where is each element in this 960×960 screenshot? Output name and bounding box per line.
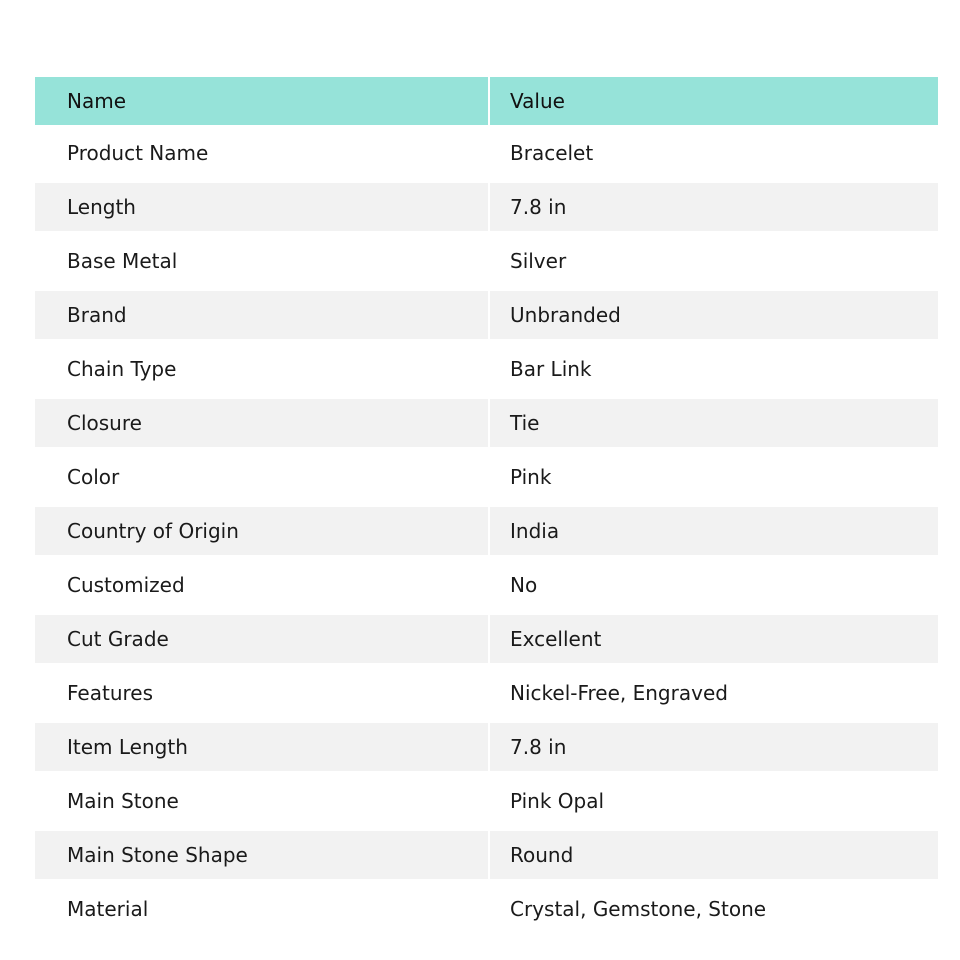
row-value-cell: Bar Link (490, 342, 938, 396)
column-header-value: Value (490, 77, 938, 126)
table-row (35, 126, 938, 180)
row-value-cell: Crystal, Gemstone, Stone (490, 882, 938, 936)
row-name-cell: Product Name (35, 126, 490, 180)
row-value-cell: Pink (490, 450, 938, 504)
row-value-cell: Nickel-Free, Engraved (490, 666, 938, 720)
column-header-name: Name (35, 77, 490, 126)
row-value-cell: Pink Opal (490, 774, 938, 828)
table-row (35, 774, 938, 828)
table-row (35, 612, 938, 666)
row-name-cell: Closure (35, 396, 490, 450)
row-value-cell: Silver (490, 234, 938, 288)
table-row (35, 234, 938, 288)
row-name-cell: Color (35, 450, 490, 504)
row-name-cell: Base Metal (35, 234, 490, 288)
row-value-cell: Round (490, 828, 938, 882)
row-name-cell: Item Length (35, 720, 490, 774)
table-row (35, 504, 938, 558)
table-row (35, 450, 938, 504)
table-row (35, 828, 938, 882)
table-header-row (35, 77, 938, 126)
row-name-cell: Main Stone (35, 774, 490, 828)
row-name-cell: Customized (35, 558, 490, 612)
table-row (35, 180, 938, 234)
table-row (35, 558, 938, 612)
row-value-cell: India (490, 504, 938, 558)
row-name-cell: Brand (35, 288, 490, 342)
table-row (35, 288, 938, 342)
table-row (35, 342, 938, 396)
row-value-cell: 7.8 in (490, 180, 938, 234)
row-name-cell: Material (35, 882, 490, 936)
row-name-cell: Main Stone Shape (35, 828, 490, 882)
row-name-cell: Chain Type (35, 342, 490, 396)
table-row (35, 396, 938, 450)
row-value-cell: 7.8 in (490, 720, 938, 774)
row-value-cell: Bracelet (490, 126, 938, 180)
row-name-cell: Cut Grade (35, 612, 490, 666)
row-value-cell: Tie (490, 396, 938, 450)
table-row (35, 720, 938, 774)
specifications-table (35, 77, 938, 936)
table-row (35, 882, 938, 936)
row-value-cell: No (490, 558, 938, 612)
row-value-cell: Excellent (490, 612, 938, 666)
row-name-cell: Features (35, 666, 490, 720)
row-name-cell: Length (35, 180, 490, 234)
row-value-cell: Unbranded (490, 288, 938, 342)
row-name-cell: Country of Origin (35, 504, 490, 558)
table-row (35, 666, 938, 720)
